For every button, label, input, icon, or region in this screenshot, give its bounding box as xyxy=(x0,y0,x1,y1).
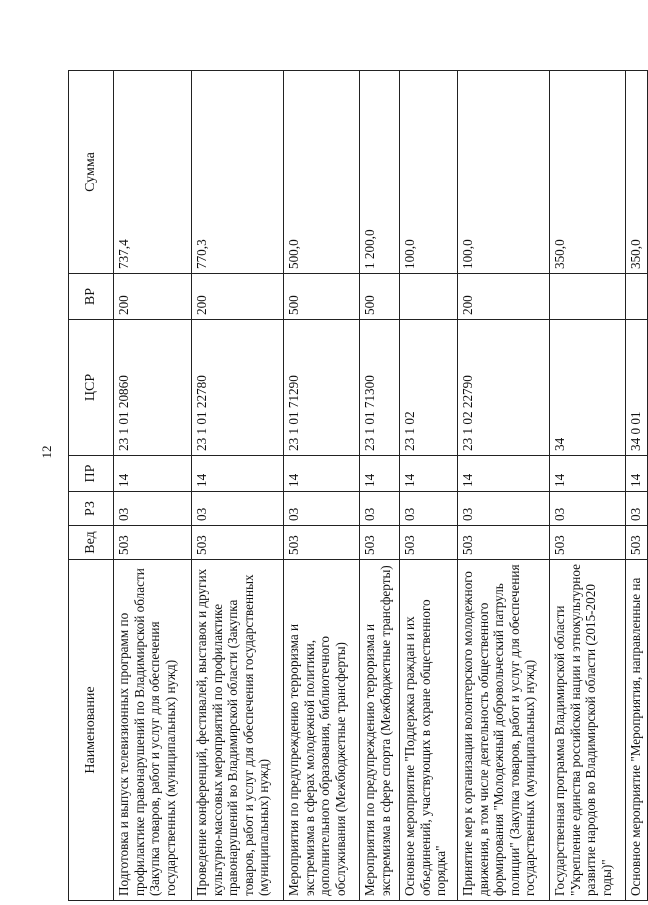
header-pr: ПР xyxy=(69,456,114,492)
cell-ved: 503 xyxy=(458,526,550,560)
cell-name: Государственная программа Владимирской области "Укрепление единства российской нации и этнокультурное развитие народов во Владимирской области (2015-2020 годы)" xyxy=(550,560,626,901)
cell-pr: 14 xyxy=(458,456,550,492)
cell-csr: 23 1 02 22790 xyxy=(458,320,550,456)
cell-ved: 503 xyxy=(114,526,192,560)
cell-vr: 200 xyxy=(114,274,192,320)
header-csr: ЦСР xyxy=(69,320,114,456)
table-row xyxy=(360,71,400,901)
cell-sum: 100,0 xyxy=(458,71,550,274)
cell-sum: 770,3 xyxy=(192,71,284,274)
cell-rz: 03 xyxy=(360,492,400,526)
cell-name: Основное мероприятие "Мероприятия, направленные на xyxy=(626,560,648,901)
cell-rz: 03 xyxy=(626,492,648,526)
table-header-row xyxy=(69,71,114,901)
cell-ved: 503 xyxy=(284,526,360,560)
page-number: 12 xyxy=(39,445,54,459)
cell-sum: 500,0 xyxy=(284,71,360,274)
rotated-table-container xyxy=(68,71,643,901)
cell-name: Мероприятия по предупреждению терроризма и экстремизма в сферах молодежной политики, дополнительного образования, библиотечного обслуживания (Межбюджетные трансферты) xyxy=(284,560,360,901)
cell-rz: 03 xyxy=(192,492,284,526)
cell-rz: 03 xyxy=(458,492,550,526)
cell-pr: 14 xyxy=(192,456,284,492)
cell-rz: 03 xyxy=(284,492,360,526)
header-rz: РЗ xyxy=(69,492,114,526)
table-row xyxy=(284,71,360,901)
cell-csr: 34 xyxy=(550,320,626,456)
cell-ved: 503 xyxy=(360,526,400,560)
cell-sum: 350,0 xyxy=(626,71,648,274)
header-ved: Вед xyxy=(69,526,114,560)
cell-sum: 100,0 xyxy=(400,71,458,274)
table-row xyxy=(626,71,648,901)
table-row xyxy=(458,71,550,901)
cell-vr: 200 xyxy=(192,274,284,320)
cell-ved: 503 xyxy=(550,526,626,560)
table-row xyxy=(192,71,284,901)
cell-csr: 23 1 01 22780 xyxy=(192,320,284,456)
header-sum: Сумма xyxy=(69,71,114,274)
header-vr: ВР xyxy=(69,274,114,320)
cell-csr: 34 0 01 xyxy=(626,320,648,456)
cell-name: Подготовка и выпуск телевизионных программ по профилактике правонарушений по Владимирской области (Закупка товаров, работ и услуг для обеспечения государственных (муниципальных) нужд) xyxy=(114,560,192,901)
cell-vr xyxy=(550,274,626,320)
cell-vr: 500 xyxy=(284,274,360,320)
cell-csr: 23 1 01 71300 xyxy=(360,320,400,456)
cell-rz: 03 xyxy=(114,492,192,526)
cell-rz: 03 xyxy=(550,492,626,526)
cell-vr: 500 xyxy=(360,274,400,320)
cell-vr: 200 xyxy=(458,274,550,320)
cell-pr: 14 xyxy=(360,456,400,492)
cell-csr: 23 1 02 xyxy=(400,320,458,456)
cell-name: Основное мероприятие "Поддержка граждан и их объединений, участвующих в охране общественного порядка" xyxy=(400,560,458,901)
cell-name: Мероприятия по предупреждению терроризма и экстремизма в сфере спорта (Межбюджетные трансферты) xyxy=(360,560,400,901)
cell-name: Проведение конференций, фестивалей, выставок и других культурно-массовых мероприятий по профилактике правонарушений во Владимирской области (Закупка товаров, работ и услуг для обеспечения государственных (муниципальных) нужд) xyxy=(192,560,284,901)
table-row xyxy=(400,71,458,901)
cell-sum: 350,0 xyxy=(550,71,626,274)
cell-pr: 14 xyxy=(284,456,360,492)
table-row xyxy=(550,71,626,901)
cell-ved: 503 xyxy=(192,526,284,560)
table-row xyxy=(114,71,192,901)
cell-vr xyxy=(626,274,648,320)
cell-rz: 03 xyxy=(400,492,458,526)
cell-sum: 1 200,0 xyxy=(360,71,400,274)
cell-pr: 14 xyxy=(550,456,626,492)
cell-ved: 503 xyxy=(626,526,648,560)
budget-table xyxy=(68,70,648,901)
cell-pr: 14 xyxy=(400,456,458,492)
cell-ved: 503 xyxy=(400,526,458,560)
cell-vr xyxy=(400,274,458,320)
cell-pr: 14 xyxy=(114,456,192,492)
cell-csr: 23 1 01 20860 xyxy=(114,320,192,456)
cell-pr: 14 xyxy=(626,456,648,492)
cell-csr: 23 1 01 71290 xyxy=(284,320,360,456)
header-name: Наименование xyxy=(69,560,114,901)
cell-name: Принятие мер к организации волонтерского молодежного движения, в том числе деятельность общественного формирования "Молодежный добровольческий патруль полиции" (Закупка товаров, работ и услуг для обеспечения государственных (муниципальных) нужд) xyxy=(458,560,550,901)
cell-sum: 737,4 xyxy=(114,71,192,274)
